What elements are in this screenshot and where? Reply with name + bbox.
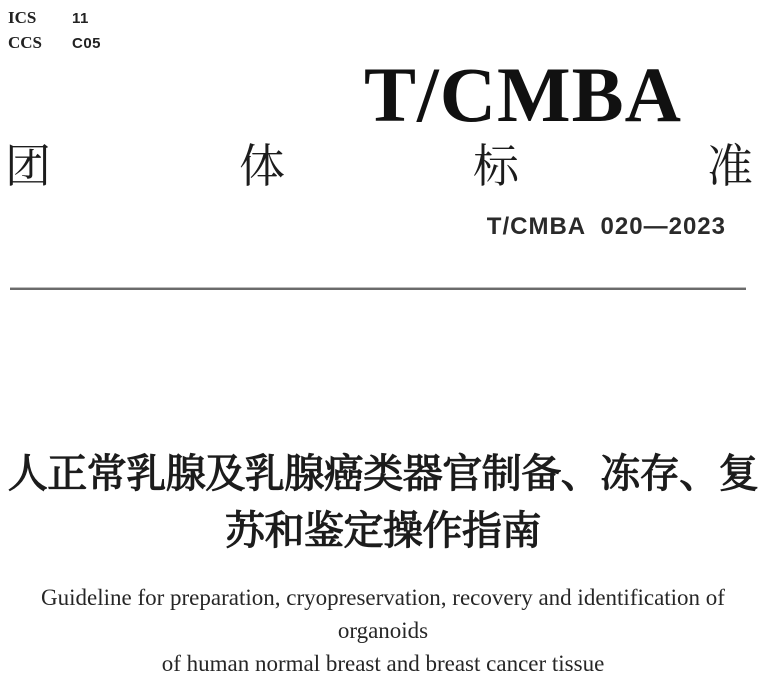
- standard-type-row: [5, 141, 753, 191]
- ics-row: [8, 8, 101, 33]
- title-chinese-line2: 苏和鉴定操作指南: [225, 509, 541, 553]
- standard-type-char-2: 体: [239, 140, 285, 192]
- standard-number: T/CMBA 020—2023: [486, 213, 726, 240]
- header-divider: [10, 287, 746, 290]
- standard-type-char-3: 标: [473, 140, 519, 192]
- organization-code: T/CMBA: [364, 51, 682, 138]
- title-english-line2: of human normal breast and breast cancer tissue: [161, 651, 605, 676]
- ics-label: ICS: [8, 8, 37, 27]
- standard-type-char-1: 团: [5, 140, 51, 192]
- title-chinese-line1: 人正常乳腺及乳腺癌类器官制备、冻存、复: [7, 452, 759, 496]
- title-chinese: [0, 446, 766, 560]
- ics-value: 11: [72, 10, 89, 27]
- ccs-row: [8, 33, 101, 58]
- title-english-line1: Guideline for preparation, cryopreservation, recovery and identification of organoids: [41, 585, 725, 643]
- standard-type-char-4: 准: [707, 140, 753, 192]
- ccs-value: C05: [72, 35, 102, 52]
- ccs-label: CCS: [8, 33, 43, 52]
- title-english: [0, 581, 766, 680]
- classification-block: [8, 8, 101, 58]
